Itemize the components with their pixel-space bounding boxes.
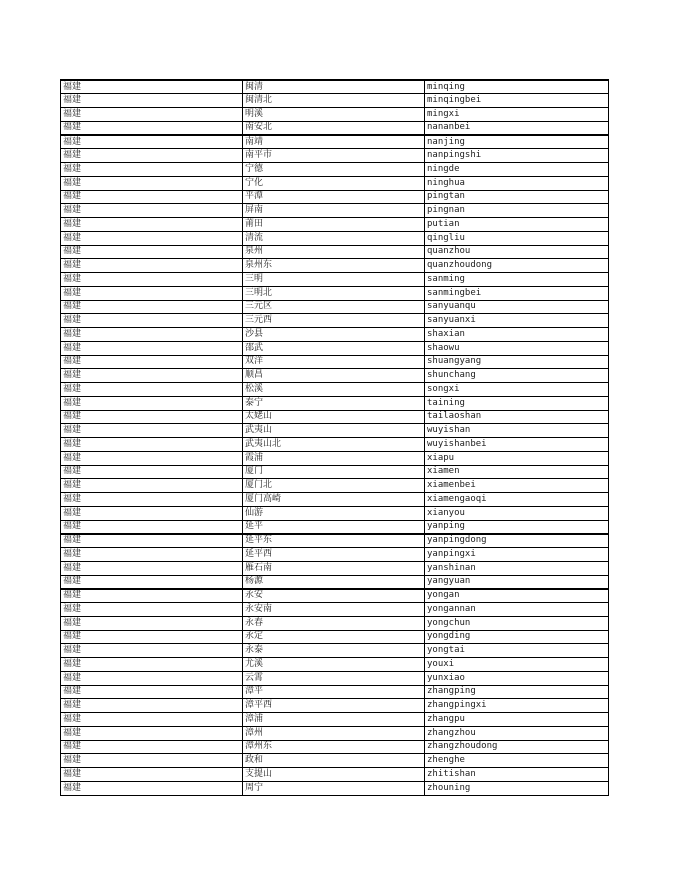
table-row xyxy=(61,424,609,438)
table-row xyxy=(61,135,609,149)
province-cell[interactable]: 福建 xyxy=(61,465,243,479)
province-cell[interactable]: 福建 xyxy=(61,328,243,342)
pinyin-cell[interactable]: xiamengaoqi xyxy=(425,493,609,507)
pinyin-cell[interactable]: shaxian xyxy=(425,328,609,342)
province-cell[interactable]: 福建 xyxy=(61,589,243,603)
pinyin-cell[interactable]: putian xyxy=(425,218,609,232)
province-cell[interactable]: 福建 xyxy=(61,479,243,493)
province-cell[interactable]: 福建 xyxy=(61,451,243,465)
station-name-cell[interactable]: 泉州东 xyxy=(243,259,425,273)
pinyin-cell[interactable]: xiamenbei xyxy=(425,479,609,493)
province-cell[interactable]: 福建 xyxy=(61,726,243,740)
table-row xyxy=(61,355,609,369)
pinyin-cell[interactable]: yongan xyxy=(425,589,609,603)
pinyin-cell[interactable]: zhangping xyxy=(425,685,609,699)
station-name-cell[interactable]: 宁化 xyxy=(243,176,425,190)
province-cell[interactable]: 福建 xyxy=(61,548,243,562)
table-row xyxy=(61,589,609,603)
station-name-cell[interactable]: 厦门 xyxy=(243,465,425,479)
pinyin-cell[interactable]: zhouning xyxy=(425,781,609,795)
station-name-cell[interactable]: 延平东 xyxy=(243,534,425,548)
table-row xyxy=(61,713,609,727)
table-row xyxy=(61,561,609,575)
station-name-cell[interactable]: 厦门高崎 xyxy=(243,493,425,507)
station-name-cell[interactable]: 沙县 xyxy=(243,328,425,342)
table-row xyxy=(61,534,609,548)
table-row xyxy=(61,300,609,314)
table-row xyxy=(61,396,609,410)
table-row xyxy=(61,245,609,259)
station-name-cell[interactable]: 漳州东 xyxy=(243,740,425,754)
pinyin-cell[interactable]: zhitishan xyxy=(425,768,609,782)
station-name-cell[interactable]: 漳州 xyxy=(243,726,425,740)
station-name-cell[interactable]: 闽清北 xyxy=(243,94,425,108)
station-name-cell[interactable]: 云霄 xyxy=(243,671,425,685)
pinyin-cell[interactable]: yunxiao xyxy=(425,671,609,685)
pinyin-cell[interactable]: ningde xyxy=(425,163,609,177)
station-name-cell[interactable]: 永安南 xyxy=(243,603,425,617)
table-row xyxy=(61,479,609,493)
pinyin-cell[interactable]: wuyishanbei xyxy=(425,438,609,452)
station-name-cell[interactable]: 泉州 xyxy=(243,245,425,259)
pinyin-cell[interactable]: quanzhoudong xyxy=(425,259,609,273)
station-name-cell[interactable]: 松溪 xyxy=(243,383,425,397)
province-cell[interactable]: 福建 xyxy=(61,135,243,149)
province-cell[interactable]: 福建 xyxy=(61,245,243,259)
table-row xyxy=(61,218,609,232)
station-name-cell[interactable]: 莆田 xyxy=(243,218,425,232)
table-row xyxy=(61,341,609,355)
province-cell[interactable]: 福建 xyxy=(61,658,243,672)
table-row xyxy=(61,548,609,562)
table-body xyxy=(61,80,609,795)
table-row xyxy=(61,383,609,397)
station-name-cell[interactable]: 宁德 xyxy=(243,163,425,177)
province-cell[interactable]: 福建 xyxy=(61,438,243,452)
pinyin-cell[interactable]: yangyuan xyxy=(425,575,609,589)
station-table xyxy=(60,79,609,796)
station-name-cell[interactable]: 永春 xyxy=(243,616,425,630)
table-row xyxy=(61,465,609,479)
station-name-cell[interactable]: 漳平 xyxy=(243,685,425,699)
province-cell[interactable]: 福建 xyxy=(61,341,243,355)
table-row xyxy=(61,328,609,342)
province-cell[interactable]: 福建 xyxy=(61,713,243,727)
pinyin-cell[interactable]: pingtan xyxy=(425,190,609,204)
table-row xyxy=(61,108,609,122)
station-name-cell[interactable]: 双洋 xyxy=(243,355,425,369)
pinyin-cell[interactable]: yongchun xyxy=(425,616,609,630)
station-name-cell[interactable]: 永泰 xyxy=(243,644,425,658)
province-cell[interactable]: 福建 xyxy=(61,121,243,135)
pinyin-cell[interactable]: shuangyang xyxy=(425,355,609,369)
table-row xyxy=(61,204,609,218)
table-row xyxy=(61,671,609,685)
province-cell[interactable]: 福建 xyxy=(61,273,243,287)
pinyin-cell[interactable]: minqing xyxy=(425,80,609,94)
pinyin-cell[interactable]: ninghua xyxy=(425,176,609,190)
pinyin-cell[interactable]: yanshinan xyxy=(425,561,609,575)
station-name-cell[interactable]: 政和 xyxy=(243,754,425,768)
station-name-cell[interactable]: 邵武 xyxy=(243,341,425,355)
province-cell[interactable]: 福建 xyxy=(61,671,243,685)
pinyin-cell[interactable]: minqingbei xyxy=(425,94,609,108)
province-cell[interactable]: 福建 xyxy=(61,300,243,314)
province-cell[interactable]: 福建 xyxy=(61,231,243,245)
pinyin-cell[interactable]: sanmingbei xyxy=(425,286,609,300)
table-row xyxy=(61,176,609,190)
pinyin-cell[interactable]: nanjing xyxy=(425,135,609,149)
pinyin-cell[interactable]: quanzhou xyxy=(425,245,609,259)
pinyin-cell[interactable]: yanping xyxy=(425,520,609,534)
table-row xyxy=(61,369,609,383)
station-name-cell[interactable]: 平潭 xyxy=(243,190,425,204)
station-name-cell[interactable]: 支提山 xyxy=(243,768,425,782)
province-cell[interactable]: 福建 xyxy=(61,369,243,383)
province-cell[interactable]: 福建 xyxy=(61,176,243,190)
table-row xyxy=(61,273,609,287)
table-row xyxy=(61,410,609,424)
pinyin-cell[interactable]: xiamen xyxy=(425,465,609,479)
province-cell[interactable]: 福建 xyxy=(61,286,243,300)
pinyin-cell[interactable]: zhenghe xyxy=(425,754,609,768)
station-name-cell[interactable]: 三元区 xyxy=(243,300,425,314)
province-cell[interactable]: 福建 xyxy=(61,534,243,548)
pinyin-cell[interactable]: wuyishan xyxy=(425,424,609,438)
table-row xyxy=(61,740,609,754)
table-row xyxy=(61,493,609,507)
table-row xyxy=(61,438,609,452)
pinyin-cell[interactable]: songxi xyxy=(425,383,609,397)
station-name-cell[interactable]: 雁石南 xyxy=(243,561,425,575)
table-row xyxy=(61,781,609,795)
province-cell[interactable]: 福建 xyxy=(61,355,243,369)
province-cell[interactable]: 福建 xyxy=(61,218,243,232)
table-row xyxy=(61,726,609,740)
station-name-cell[interactable]: 三元西 xyxy=(243,314,425,328)
province-cell[interactable]: 福建 xyxy=(61,396,243,410)
table-row xyxy=(61,149,609,163)
pinyin-cell[interactable]: sanyuanqu xyxy=(425,300,609,314)
province-cell[interactable]: 福建 xyxy=(61,699,243,713)
pinyin-cell[interactable]: yongannan xyxy=(425,603,609,617)
pinyin-cell[interactable]: youxi xyxy=(425,658,609,672)
province-cell[interactable]: 福建 xyxy=(61,493,243,507)
table-row xyxy=(61,630,609,644)
table-row xyxy=(61,506,609,520)
pinyin-cell[interactable]: shunchang xyxy=(425,369,609,383)
station-name-cell[interactable]: 永定 xyxy=(243,630,425,644)
table-row xyxy=(61,658,609,672)
province-cell[interactable]: 福建 xyxy=(61,163,243,177)
station-name-cell[interactable]: 武夷山 xyxy=(243,424,425,438)
station-name-cell[interactable]: 杨源 xyxy=(243,575,425,589)
station-name-cell[interactable]: 武夷山北 xyxy=(243,438,425,452)
table-row xyxy=(61,259,609,273)
station-name-cell[interactable]: 霞浦 xyxy=(243,451,425,465)
station-name-cell[interactable]: 泰宁 xyxy=(243,396,425,410)
pinyin-cell[interactable]: mingxi xyxy=(425,108,609,122)
table-row xyxy=(61,685,609,699)
table-row xyxy=(61,286,609,300)
station-name-cell[interactable]: 延平 xyxy=(243,520,425,534)
pinyin-cell[interactable]: pingnan xyxy=(425,204,609,218)
pinyin-cell[interactable]: zhangzhou xyxy=(425,726,609,740)
province-cell[interactable]: 福建 xyxy=(61,314,243,328)
station-name-cell[interactable]: 清流 xyxy=(243,231,425,245)
province-cell[interactable]: 福建 xyxy=(61,685,243,699)
station-name-cell[interactable]: 南安北 xyxy=(243,121,425,135)
spreadsheet xyxy=(60,79,608,796)
station-name-cell[interactable]: 周宁 xyxy=(243,781,425,795)
pinyin-cell[interactable]: yongding xyxy=(425,630,609,644)
table-row xyxy=(61,231,609,245)
station-name-cell[interactable]: 漳平西 xyxy=(243,699,425,713)
table-row xyxy=(61,603,609,617)
province-cell[interactable]: 福建 xyxy=(61,616,243,630)
pinyin-cell[interactable]: tailaoshan xyxy=(425,410,609,424)
pinyin-cell[interactable]: zhangpu xyxy=(425,713,609,727)
pinyin-cell[interactable]: yanpingdong xyxy=(425,534,609,548)
station-name-cell[interactable]: 漳浦 xyxy=(243,713,425,727)
province-cell[interactable]: 福建 xyxy=(61,410,243,424)
province-cell[interactable]: 福建 xyxy=(61,94,243,108)
province-cell[interactable]: 福建 xyxy=(61,561,243,575)
station-name-cell[interactable]: 屏南 xyxy=(243,204,425,218)
province-cell[interactable]: 福建 xyxy=(61,108,243,122)
station-name-cell[interactable]: 太姥山 xyxy=(243,410,425,424)
table-row xyxy=(61,644,609,658)
pinyin-cell[interactable]: zhangzhoudong xyxy=(425,740,609,754)
table-row xyxy=(61,616,609,630)
station-name-cell[interactable]: 尤溪 xyxy=(243,658,425,672)
pinyin-cell[interactable]: taining xyxy=(425,396,609,410)
province-cell[interactable]: 福建 xyxy=(61,644,243,658)
province-cell[interactable]: 福建 xyxy=(61,768,243,782)
table-row xyxy=(61,163,609,177)
province-cell[interactable]: 福建 xyxy=(61,630,243,644)
table-row xyxy=(61,451,609,465)
station-name-cell[interactable]: 三明北 xyxy=(243,286,425,300)
province-cell[interactable]: 福建 xyxy=(61,520,243,534)
station-name-cell[interactable]: 南靖 xyxy=(243,135,425,149)
pinyin-cell[interactable]: sanyuanxi xyxy=(425,314,609,328)
station-name-cell[interactable]: 顺昌 xyxy=(243,369,425,383)
table-row xyxy=(61,80,609,94)
table-row xyxy=(61,190,609,204)
table-row xyxy=(61,121,609,135)
province-cell[interactable]: 福建 xyxy=(61,781,243,795)
province-cell[interactable]: 福建 xyxy=(61,575,243,589)
station-name-cell[interactable]: 南平市 xyxy=(243,149,425,163)
pinyin-cell[interactable]: sanming xyxy=(425,273,609,287)
station-name-cell[interactable]: 永安 xyxy=(243,589,425,603)
pinyin-cell[interactable]: zhangpingxi xyxy=(425,699,609,713)
station-name-cell[interactable]: 三明 xyxy=(243,273,425,287)
pinyin-cell[interactable]: nanpingshi xyxy=(425,149,609,163)
province-cell[interactable]: 福建 xyxy=(61,506,243,520)
province-cell[interactable]: 福建 xyxy=(61,204,243,218)
table-row xyxy=(61,94,609,108)
table-row xyxy=(61,754,609,768)
province-cell[interactable]: 福建 xyxy=(61,740,243,754)
table-row xyxy=(61,768,609,782)
station-name-cell[interactable]: 明溪 xyxy=(243,108,425,122)
pinyin-cell[interactable]: yanpingxi xyxy=(425,548,609,562)
pinyin-cell[interactable]: yongtai xyxy=(425,644,609,658)
station-name-cell[interactable]: 延平西 xyxy=(243,548,425,562)
table-row xyxy=(61,314,609,328)
station-name-cell[interactable]: 仙游 xyxy=(243,506,425,520)
province-cell[interactable]: 福建 xyxy=(61,149,243,163)
province-cell[interactable]: 福建 xyxy=(61,754,243,768)
province-cell[interactable]: 福建 xyxy=(61,80,243,94)
pinyin-cell[interactable]: xiapu xyxy=(425,451,609,465)
station-name-cell[interactable]: 闽清 xyxy=(243,80,425,94)
province-cell[interactable]: 福建 xyxy=(61,603,243,617)
pinyin-cell[interactable]: qingliu xyxy=(425,231,609,245)
province-cell[interactable]: 福建 xyxy=(61,424,243,438)
pinyin-cell[interactable]: nananbei xyxy=(425,121,609,135)
table-row xyxy=(61,699,609,713)
pinyin-cell[interactable]: shaowu xyxy=(425,341,609,355)
station-name-cell[interactable]: 厦门北 xyxy=(243,479,425,493)
province-cell[interactable]: 福建 xyxy=(61,383,243,397)
province-cell[interactable]: 福建 xyxy=(61,259,243,273)
pinyin-cell[interactable]: xianyou xyxy=(425,506,609,520)
province-cell[interactable]: 福建 xyxy=(61,190,243,204)
table-row xyxy=(61,520,609,534)
table-row xyxy=(61,575,609,589)
